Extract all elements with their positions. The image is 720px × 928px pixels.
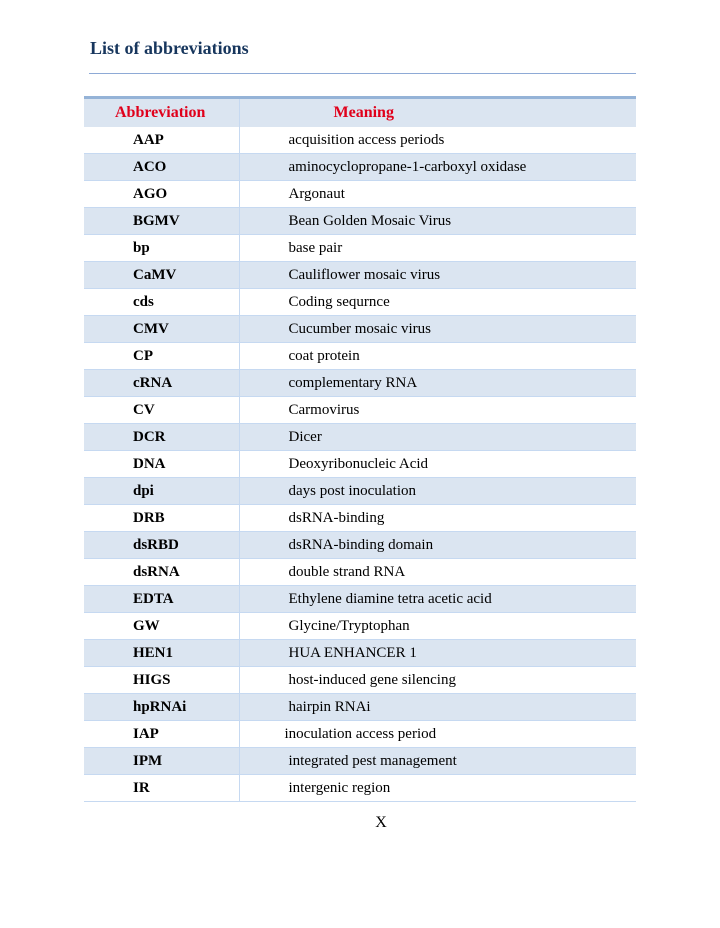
meaning-cell: integrated pest management — [239, 748, 636, 775]
abbreviation-cell: HEN1 — [84, 640, 239, 667]
table-row — [84, 640, 636, 667]
table-header-row — [84, 98, 636, 128]
header-meaning: Meaning — [239, 98, 636, 128]
meaning-cell: inoculation access period — [239, 721, 636, 748]
table-row — [84, 775, 636, 802]
abbreviation-cell: AGO — [84, 181, 239, 208]
table-row — [84, 397, 636, 424]
table-row — [84, 451, 636, 478]
meaning-cell: host-induced gene silencing — [239, 667, 636, 694]
meaning-cell: Glycine/Tryptophan — [239, 613, 636, 640]
table-row — [84, 532, 636, 559]
meaning-cell: HUA ENHANCER 1 — [239, 640, 636, 667]
abbreviations-table — [84, 96, 636, 802]
table-row — [84, 127, 636, 154]
abbreviation-cell: dpi — [84, 478, 239, 505]
table-row — [84, 289, 636, 316]
meaning-cell: Cucumber mosaic virus — [239, 316, 636, 343]
meaning-cell: Cauliflower mosaic virus — [239, 262, 636, 289]
header-abbreviation: Abbreviation — [84, 98, 239, 128]
table-row — [84, 181, 636, 208]
abbreviation-cell: CP — [84, 343, 239, 370]
abbreviation-cell: CMV — [84, 316, 239, 343]
meaning-cell: Ethylene diamine tetra acetic acid — [239, 586, 636, 613]
meaning-cell: hairpin RNAi — [239, 694, 636, 721]
table-row — [84, 505, 636, 532]
abbreviation-cell: IPM — [84, 748, 239, 775]
meaning-cell: Carmovirus — [239, 397, 636, 424]
meaning-cell: double strand RNA — [239, 559, 636, 586]
meaning-cell: base pair — [239, 235, 636, 262]
abbreviation-cell: GW — [84, 613, 239, 640]
table-row — [84, 262, 636, 289]
table-row — [84, 559, 636, 586]
table-row — [84, 424, 636, 451]
meaning-cell: Bean Golden Mosaic Virus — [239, 208, 636, 235]
page-footer-mark: X — [375, 814, 387, 831]
meaning-cell: dsRNA-binding — [239, 505, 636, 532]
meaning-cell: coat protein — [239, 343, 636, 370]
table-row — [84, 748, 636, 775]
table-row — [84, 694, 636, 721]
abbreviation-cell: DNA — [84, 451, 239, 478]
abbreviation-cell: CaMV — [84, 262, 239, 289]
meaning-cell: Deoxyribonucleic Acid — [239, 451, 636, 478]
meaning-cell: dsRNA-binding domain — [239, 532, 636, 559]
meaning-cell: aminocyclopropane-1-carboxyl oxidase — [239, 154, 636, 181]
abbreviation-cell: ACO — [84, 154, 239, 181]
meaning-cell: complementary RNA — [239, 370, 636, 397]
abbreviation-cell: DCR — [84, 424, 239, 451]
meaning-cell: acquisition access periods — [239, 127, 636, 154]
abbreviation-cell: cds — [84, 289, 239, 316]
meaning-cell: days post inoculation — [239, 478, 636, 505]
title-divider — [89, 73, 636, 74]
table-row — [84, 721, 636, 748]
page-title: List of abbreviations — [90, 38, 249, 58]
abbreviation-cell: AAP — [84, 127, 239, 154]
abbreviation-cell: IAP — [84, 721, 239, 748]
table-row — [84, 613, 636, 640]
table-body — [84, 127, 636, 802]
abbreviation-cell: HIGS — [84, 667, 239, 694]
table-row — [84, 586, 636, 613]
table-row — [84, 316, 636, 343]
table-row — [84, 478, 636, 505]
meaning-cell: intergenic region — [239, 775, 636, 802]
abbreviation-cell: cRNA — [84, 370, 239, 397]
table-row — [84, 208, 636, 235]
abbreviation-cell: dsRNA — [84, 559, 239, 586]
abbreviation-cell: bp — [84, 235, 239, 262]
table-row — [84, 667, 636, 694]
meaning-cell: Coding sequrnce — [239, 289, 636, 316]
abbreviation-cell: BGMV — [84, 208, 239, 235]
abbreviation-cell: IR — [84, 775, 239, 802]
abbreviation-cell: DRB — [84, 505, 239, 532]
meaning-cell: Dicer — [239, 424, 636, 451]
table-row — [84, 370, 636, 397]
meaning-cell: Argonaut — [239, 181, 636, 208]
table-row — [84, 343, 636, 370]
table-row — [84, 154, 636, 181]
abbreviation-cell: dsRBD — [84, 532, 239, 559]
abbreviation-cell: hpRNAi — [84, 694, 239, 721]
abbreviation-cell: EDTA — [84, 586, 239, 613]
abbreviation-cell: CV — [84, 397, 239, 424]
table-row — [84, 235, 636, 262]
